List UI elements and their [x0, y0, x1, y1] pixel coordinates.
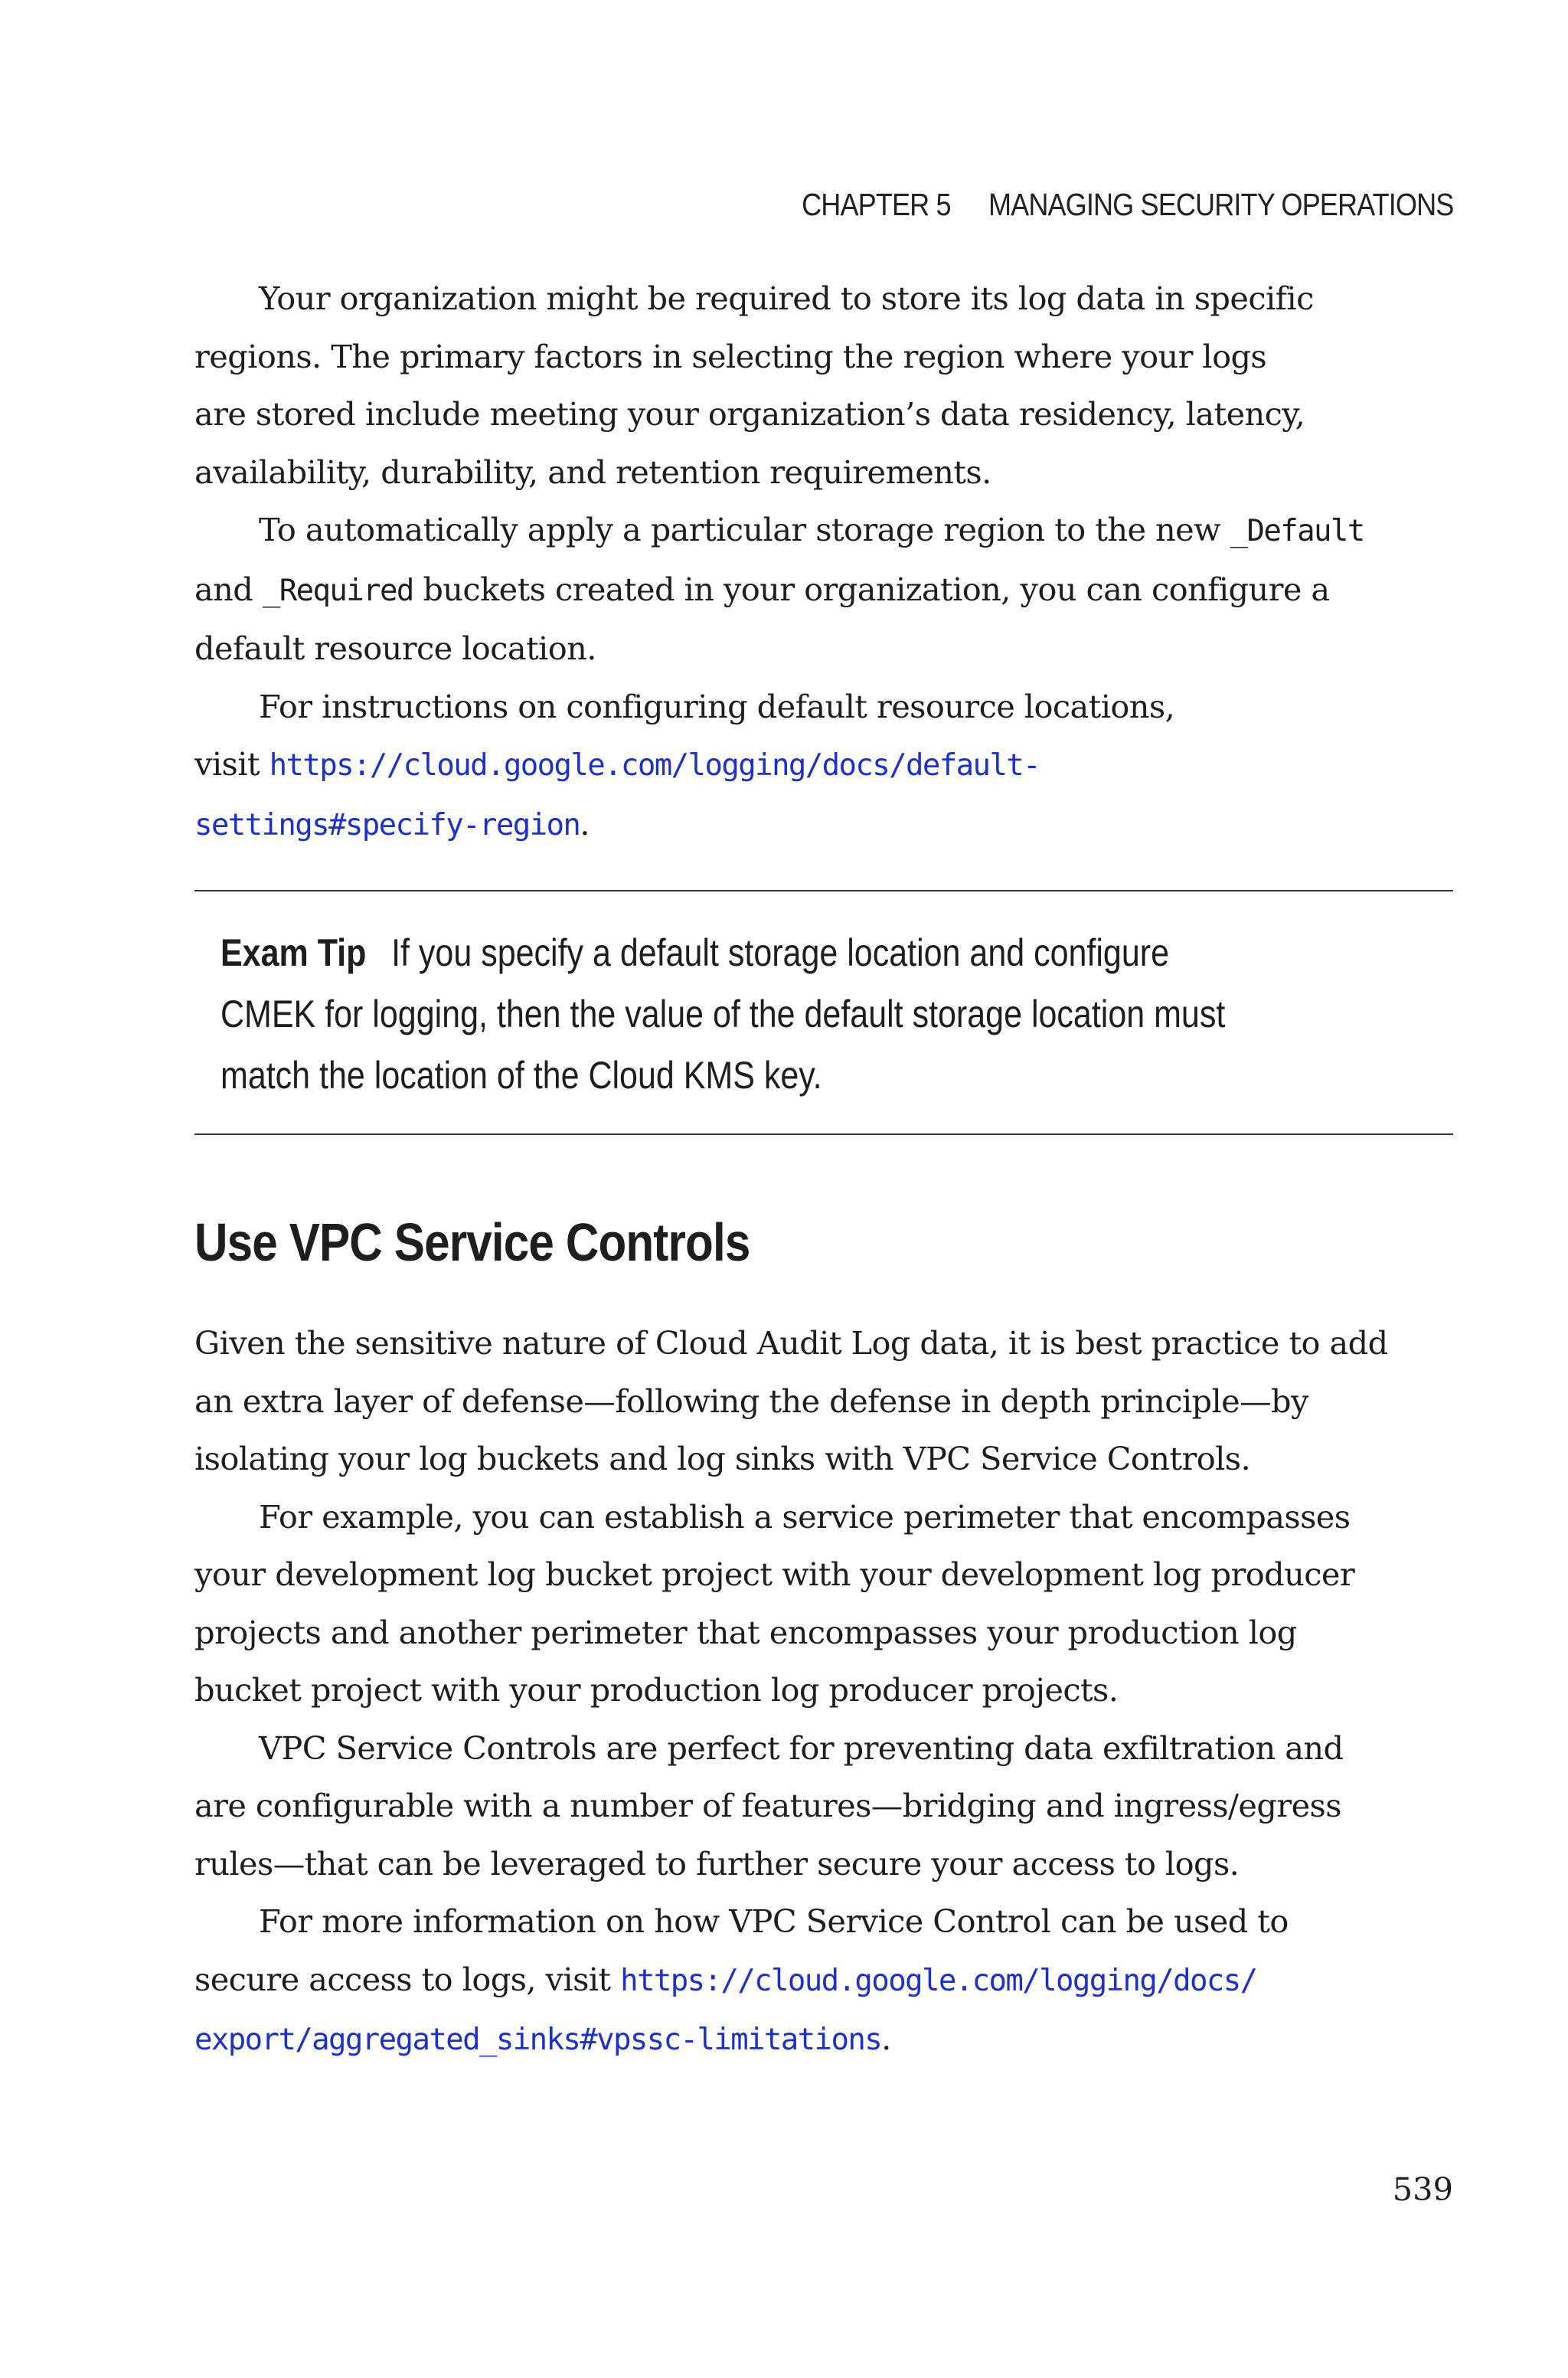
- text-line: For example, you can establish a service perimeter that encompasses: [259, 1497, 1351, 1536]
- default-settings-link[interactable]: https://cloud.google.com/logging/docs/default-: [269, 748, 1040, 783]
- text-line: Given the sensitive nature of Cloud Audit Log data, it is best practice to add: [194, 1324, 1388, 1362]
- text-line: isolating your log buckets and log sinks with VPC Service Controls.: [194, 1440, 1251, 1477]
- body-text-bottom: [194, 1314, 1453, 2069]
- text-line: [194, 735, 1453, 795]
- text-run: visit: [194, 745, 270, 783]
- paragraph-log-regions: [194, 270, 1453, 501]
- code-default-bucket: _Default: [1230, 514, 1364, 548]
- text-line: your development log bucket project with your development log producer: [194, 1555, 1355, 1593]
- section-heading: Use VPC Service Controls: [194, 1212, 750, 1272]
- text-line: regions. The primary factors in selecting the region where your logs: [194, 337, 1267, 375]
- text-line: For instructions on configuring default resource locations,: [259, 687, 1175, 725]
- text-line: [194, 795, 1453, 855]
- text-line: [194, 2010, 1453, 2069]
- text-line: default resource location.: [194, 630, 596, 667]
- paragraph-audit-log-defense: [194, 1314, 1453, 1488]
- text-line: [194, 561, 1453, 620]
- text-run: .: [580, 804, 590, 842]
- tip-line: CMEK for logging, then the value of the default storage location must: [220, 993, 1226, 1035]
- chapter-number: CHAPTER 5: [801, 187, 951, 222]
- text-run: secure access to logs, visit: [194, 1960, 621, 1998]
- paragraph-more-information: [194, 1892, 1453, 2069]
- text-line: are stored include meeting your organization’s data residency, latency,: [194, 395, 1305, 433]
- paragraph-default-location: [194, 501, 1453, 678]
- tip-line: match the location of the Cloud KMS key.: [220, 1054, 822, 1097]
- text-line: projects and another perimeter that encompasses your production log: [194, 1613, 1297, 1651]
- paragraph-perimeter-example: [194, 1488, 1453, 1719]
- aggregated-sinks-link[interactable]: https://cloud.google.com/logging/docs/: [620, 1963, 1257, 1998]
- text-line: VPC Service Controls are perfect for preventing data exfiltration and: [259, 1729, 1344, 1767]
- text-line: are configurable with a number of features—bridging and ingress/egress: [194, 1787, 1341, 1824]
- text-line: For more information on how VPC Service Control can be used to: [259, 1902, 1289, 1940]
- text-line: an extra layer of defense—following the defense in depth principle—by: [194, 1382, 1308, 1420]
- exam-tip-box: [194, 890, 1453, 1135]
- chapter-title: MANAGING SECURITY OPERATIONS: [988, 187, 1453, 222]
- text-line: availability, durability, and retention requirements.: [194, 453, 991, 491]
- text-line: [194, 1951, 1453, 2010]
- paragraph-exfiltration: [194, 1719, 1453, 1893]
- text-run: .: [881, 2020, 891, 2057]
- text-run: buckets created in your organization, you can configure a: [413, 570, 1330, 608]
- paragraph-instructions: [194, 678, 1453, 855]
- text-line: rules—that can be leveraged to further secure your access to logs.: [194, 1844, 1240, 1882]
- tip-line: [220, 922, 1225, 983]
- default-settings-link-continued[interactable]: settings#specify-region: [194, 807, 580, 842]
- body-text-top: [194, 270, 1453, 854]
- code-required-bucket: _Required: [262, 573, 413, 608]
- text-run: To automatically apply a particular storage region to the new: [259, 511, 1230, 548]
- running-head: [802, 187, 1453, 223]
- text-line: [194, 501, 1453, 561]
- text-run: and: [194, 570, 263, 608]
- text-line: bucket project with your production log producer projects.: [194, 1671, 1119, 1709]
- exam-tip-label: Exam Tip: [220, 931, 367, 974]
- page-number: 539: [1392, 2170, 1453, 2208]
- aggregated-sinks-link-continued[interactable]: export/aggregated_sinks#vpssc-limitations: [194, 2023, 882, 2057]
- exam-tip-text: [220, 922, 1225, 1106]
- text-line: Your organization might be required to store its log data in specific: [259, 280, 1314, 317]
- tip-line-text: If you specify a default storage location and configure: [391, 931, 1170, 974]
